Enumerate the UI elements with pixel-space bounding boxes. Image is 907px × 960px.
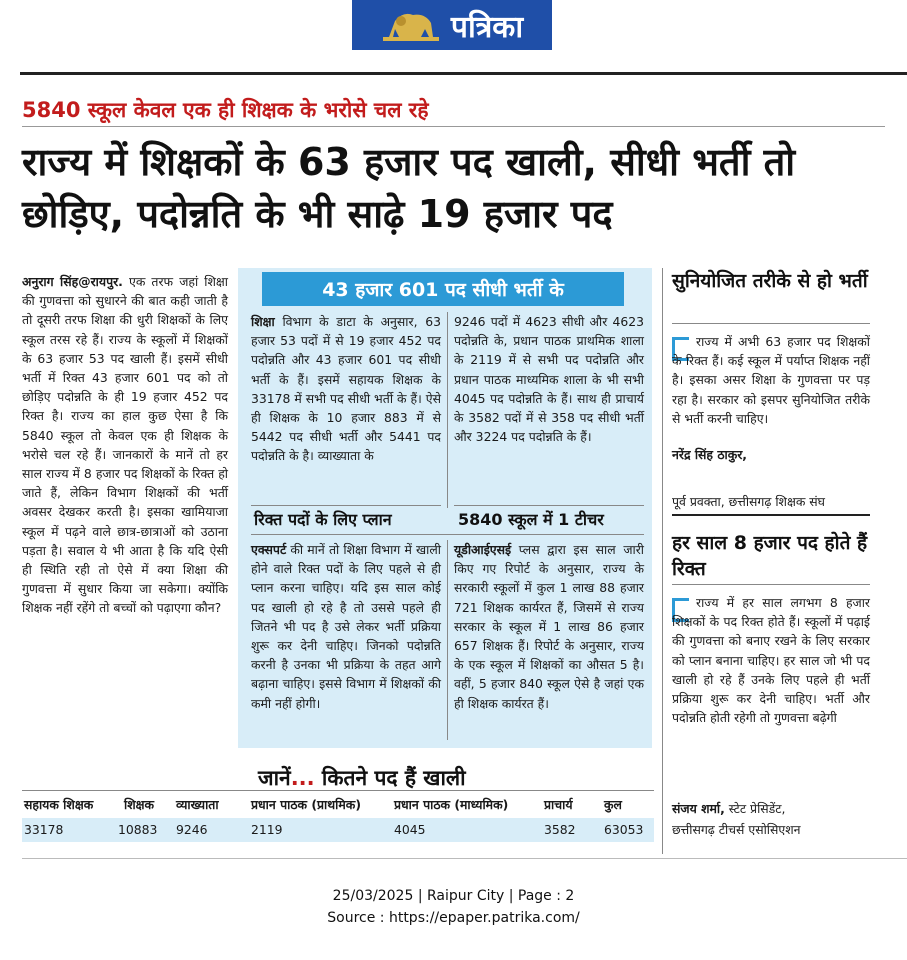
box-column-divider xyxy=(447,312,448,508)
side-2-rule xyxy=(672,584,870,585)
table-header-cell: कुल xyxy=(604,797,622,812)
info-box-paragraph-1 xyxy=(251,312,441,466)
table-title-lead: जानें xyxy=(258,766,291,790)
table-header-cell: व्याख्याता xyxy=(176,797,219,812)
paragraph-1-lead: शिक्षा xyxy=(251,314,275,329)
paragraph-3-text: की मानें तो शिक्षा विभाग में खाली होने वाले रिक्त पदों के लिए पहले से ही प्लान करना चाहिए। यदि इस साल कोई पद खाली हो रहे है तो उससे पहले ही जितने भी पद है उसे लेकर भर्ती प्रक्रिया शुरू कर देनी चाहिए। जिनको पदोन्नति करनी है उनका भी प्रक्रिया के तहत आगे बढ़ाना चाहिए। इससे विभाग में शिक्षकों की कमी नहीं होगी। xyxy=(251,542,441,711)
paragraph-1-text: विभाग के डाटा के अनुसार, 63 हजार 53 पदों में से 19 हजार 452 पद पदोन्नति और 43 हजार 601 पद सीधी भर्ती के हैं। इसमें सहायक शिक्षक के 33178 में सभी पद सीधी भर्ती के हैं। ऐसे ही शिक्षक के 10 हजार 883 में से 5442 पद सीधी भर्ती और 5441 पद पदोन्नति के है। व्याख्याता के xyxy=(251,314,441,464)
table-title-dots: ... xyxy=(290,766,315,790)
paragraph-4-text: प्लस द्वारा इस साल जारी किए गए रिपोर्ट के अनुसार, राज्य के सरकारी स्कूलों में कुल 1 लाख 88 हजार 721 शिक्षक कार्यरत हैं, जिसमें से राज्य सरकार के स्कूल में 1 लाख 86 हजार 657 शिक्षक हैं। रिपोर्ट के अनुसार, राज्य के एक स्कूल में शिक्षकों का औसत 5 है। वहीं, 5 हजार 840 स्कूल ऐसे है जहां एक ही शिक्षक कार्यरत हैं। xyxy=(454,542,644,711)
side-2-role: छत्तीसगढ़ टीचर्स एसोसिएशन xyxy=(672,822,801,837)
side-2-text: राज्य में हर साल लगभग 8 हजार शिक्षकों के पद रिक्त होते हैं। स्कूलों में पढ़ाई की गुणवत्ता को बनाए रखने के लिए सरकार को प्लान बनाना चाहिए। हर साल जो भी पद खाली हो रहे हैं उनके लिए पहले ही भर्ती प्रक्रिया शुरू कर देनी चाहिए। भर्ती और पदोन्नति होती रहेगी तो गुणवत्ता बढ़ेगी xyxy=(672,595,870,726)
side-1-rule xyxy=(672,323,870,324)
paragraph-3-lead: एक्सपर्ट xyxy=(251,542,287,557)
table-value-cell: 9246 xyxy=(176,822,208,837)
side-divider xyxy=(672,514,870,516)
top-rule xyxy=(20,72,907,75)
table-header-cell: प्रधान पाठक (माध्यमिक) xyxy=(394,797,509,812)
column-1-text: एक तरफ जहां शिक्षा की गुणवत्ता को सुधारने की बात कही जाती है तो दूसरी तरफ शिक्षा की धुरी शिक्षकों के लिए स्कूल तरस रहे हैं। राज्य के स्कूलों में शिक्षकों के 63 हजार 53 पद खाली हैं। इसमें सीधी भर्ती में रिक्त 43 हजार 601 पद को तो छोड़िए पदोन्नति के ही 19 हजार 452 पद रिक्त है। राज्य का हाल कुछ ऐसा है कि 5840 स्कूल तो केवल एक ही शिक्षक के भरोसे चल रहे हैं। जानकारों के मानें तो हर साल राज्य में 8 हजार पद शिक्षकों के रिक्त हो जाते हैं, लेकिन विभाग शिक्षकों की भर्ती अवसर देखकर करती है। इसका खामियाजा स्कूल में पढ़ने वाले छात्र-छात्राओं को उठाना पड़ता है। सवाल ये भी आता है कि यदि ऐसी ही स्थिति रही तो ऐसे में क्या शिक्षा की गुणवत्ता में सुधार किया जा सकेगा। क्योंकि शिक्षक नहीं रहेंगे तो बच्चों को पढ़ाएगा कौन? xyxy=(22,274,228,616)
subhead-under-rule xyxy=(251,534,644,535)
table-title-rest: कितने पद हैं खाली xyxy=(314,766,466,790)
masthead-logo xyxy=(352,0,552,50)
table-value-cell: 4045 xyxy=(394,822,426,837)
side-2-title: हर साल 8 हजार पद होते हैं रिक्त xyxy=(672,532,868,580)
right-column-divider xyxy=(662,268,663,854)
clipping-bottom-edge xyxy=(22,858,907,859)
side-2-author-title: स्टेट प्रेसिडेंट, xyxy=(724,801,786,816)
table-header-cell: सहायक शिक्षक xyxy=(24,797,94,812)
info-box-paragraph-4 xyxy=(454,540,644,713)
box-column-divider-2 xyxy=(447,540,448,740)
info-box-paragraph-3 xyxy=(251,540,441,713)
side-1-text: राज्य में अभी 63 हजार पद शिक्षकों के रिक्त हैं। कई स्कूल में पर्याप्त शिक्षक नहीं है। इसका असर शिक्षा के गुणवत्ता पर पड़ रहा है। सरकार को इसपर सुनियोजित तरीके से भर्ती करनी चाहिए। xyxy=(672,334,870,426)
side-1-title: सुनियोजित तरीके से हो भर्ती xyxy=(672,270,868,292)
dateline: अनुराग सिंह@रायपुर. xyxy=(22,274,123,289)
table-header-cell: शिक्षक xyxy=(124,797,155,812)
table-value-cell: 63053 xyxy=(604,822,644,837)
paragraph-4-lead: यूडीआईएसई xyxy=(454,542,512,557)
footer-source-line: Source : https://epaper.patrika.com/ xyxy=(327,910,580,926)
subhead-plan: रिक्त पदों के लिए प्लान xyxy=(254,510,392,529)
side-1-role: पूर्व प्रवक्ता, छत्तीसगढ़ शिक्षक संघ xyxy=(672,494,825,509)
table-value-cell: 33178 xyxy=(24,822,64,837)
side-1-author: नरेंद्र सिंह ठाकुर, xyxy=(672,447,748,462)
subhead-1-rule xyxy=(251,505,441,506)
table-value-cell: 2119 xyxy=(251,822,283,837)
table-top-rule xyxy=(22,790,654,791)
table-header-cell: प्रधान पाठक (प्राथमिक) xyxy=(251,797,361,812)
article-headline: राज्य में शिक्षकों के 63 हजार पद खाली, सीधी भर्ती तो छोड़िए, पदोन्नति के भी साढ़े 19 हजार पद xyxy=(22,140,796,236)
table-header-cell: प्राचार्य xyxy=(544,797,573,812)
lion-emblem-icon xyxy=(381,7,441,43)
side-2-author-name: संजय शर्मा, xyxy=(672,801,725,816)
article-body-column-1 xyxy=(22,272,228,618)
article-kicker: 5840 स्कूल केवल एक ही शिक्षक के भरोसे चल रहे xyxy=(22,98,429,122)
kicker-divider xyxy=(22,126,885,127)
table-value-cell: 3582 xyxy=(544,822,576,837)
info-box-paragraph-2: 9246 पदों में 4623 सीधी और 4623 पदोन्नति के, प्रधान पाठक प्राथमिक शाला के 2119 में से सभी पद पदोन्नति और प्रधान पाठक माध्यमिक शाला के भी सभी 4045 पद पदोन्नति के हैं। साथ ही प्राचार्य के 3582 पदों में से 358 पद सीधी भर्ती और 3224 पद पदोन्नति के हैं। xyxy=(454,314,644,445)
side-2-author xyxy=(672,799,872,818)
masthead-brand: पत्रिका xyxy=(450,9,524,45)
footer-date-line: 25/03/2025 | Raipur City | Page : 2 xyxy=(332,888,575,904)
table-value-cell: 10883 xyxy=(118,822,158,837)
subhead-2-rule xyxy=(454,505,644,506)
info-box-header: 43 हजार 601 पद सीधी भर्ती के xyxy=(262,272,624,306)
subhead-one-teacher: 5840 स्कूल में 1 टीचर xyxy=(458,510,604,529)
table-title xyxy=(258,764,466,792)
